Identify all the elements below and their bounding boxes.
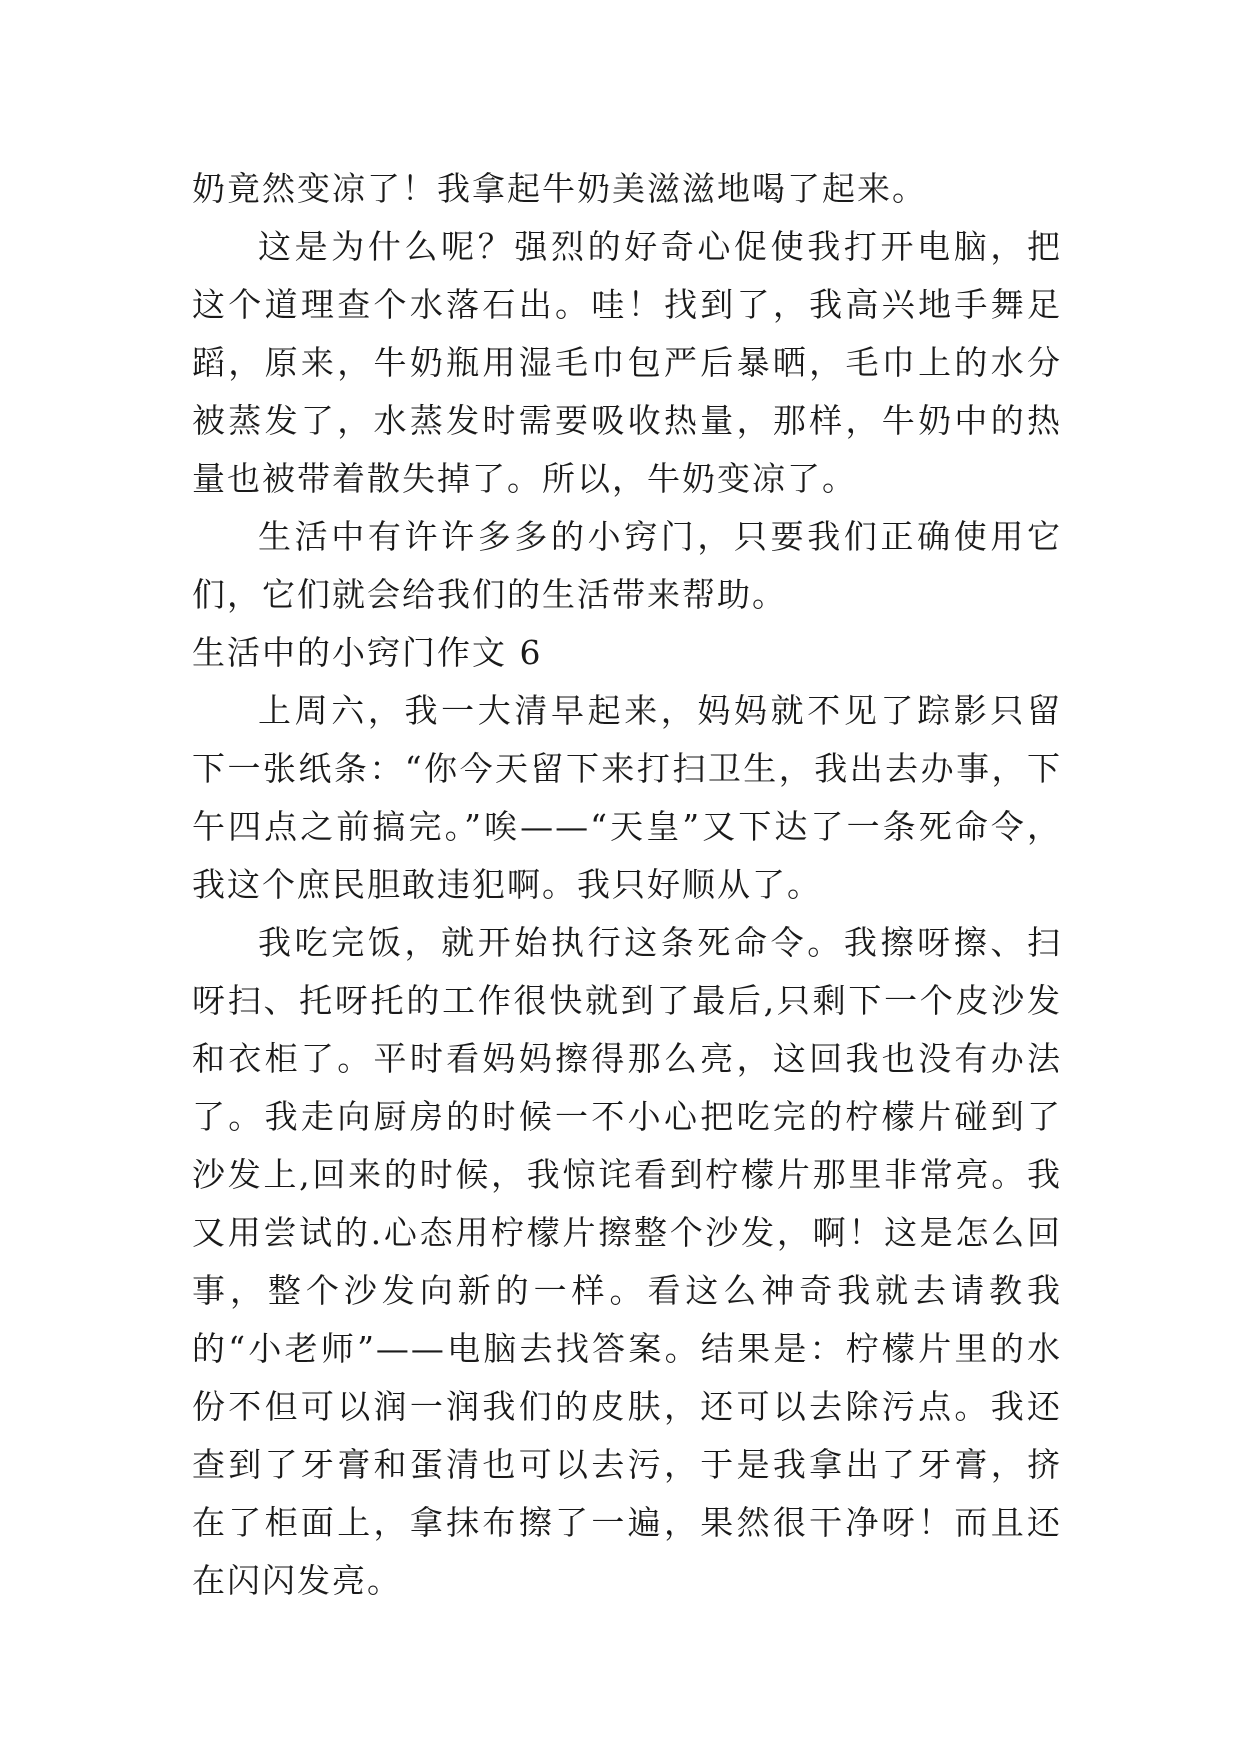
paragraph-intro: 上周六，我一大清早起来，妈妈就不见了踪影只留下一张纸条：“你今天留下来打扫卫生，我出去办事，下午四点之前搞完。”唉——“天皇”又下达了一条死命令，我这个庶民胆敢违犯啊。我只好顺从了。 [192,691,1062,904]
document-body [192,160,1062,1610]
paragraph-story: 我吃完饭，就开始执行这条死命令。我擦呀擦、扫呀扫、托呀托的工作很快就到了最后,只剩下一个皮沙发和衣柜了。平时看妈妈擦得那么亮，这回我也没有办法了。我走向厨房的时候一不小心把吃完的柠檬片碰到了沙发上,回来的时候，我惊诧看到柠檬片那里非常亮。我又用尝试的.心态用柠檬片擦整个沙发，啊！这是怎么回事，整个沙发向新的一样。看这么神奇我就去请教我的“小老师”——电脑去找答案。结果是：柠檬片里的水份不但可以润一润我们的皮肤，还可以去除污点。我还查到了牙膏和蛋清也可以去污，于是我拿出了牙膏，挤在了柜面上，拿抹布擦了一遍，果然很干净呀！而且还在闪闪发亮。 [192,923,1062,1600]
paragraph-explanation: 这是为什么呢？强烈的好奇心促使我打开电脑，把这个道理查个水落石出。哇！找到了，我高兴地手舞足蹈，原来，牛奶瓶用湿毛巾包严后暴晒，毛巾上的水分被蒸发了，水蒸发时需要吸收热量，那样，牛奶中的热量也被带着散失掉了。所以，牛奶变凉了。 [192,227,1062,498]
paragraph-continuation: 奶竟然变凉了！我拿起牛奶美滋滋地喝了起来。 [192,169,927,208]
section-title: 生活中的小窍门作文 6 [192,633,543,672]
paragraph-conclusion: 生活中有许许多多的小窍门，只要我们正确使用它们，它们就会给我们的生活带来帮助。 [192,517,1062,614]
